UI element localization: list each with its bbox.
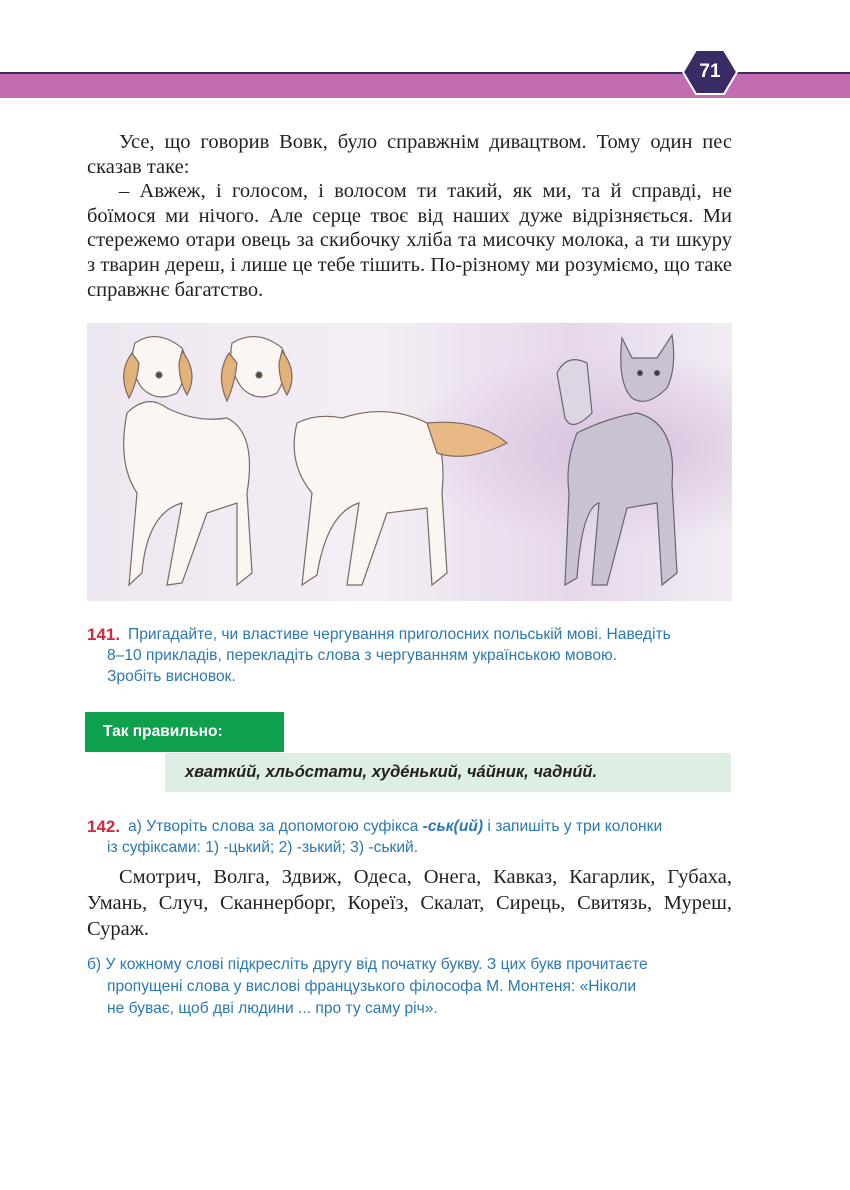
task-142-b-line-2: пропущені слова у вислові французького філософа М. Монтеня: «Ніколи (107, 978, 637, 995)
suffix-3: -ський (368, 839, 414, 856)
town-list (87, 864, 732, 942)
suffix-main: -ськ(ий) (422, 818, 484, 835)
rule-tag: Так правильно: (85, 712, 284, 752)
story-text (87, 130, 732, 302)
suffix-2: -зький (296, 839, 342, 856)
task-142-text-end: і запишіть у три колонки (483, 818, 663, 835)
sep-2: ; 3) (341, 839, 369, 856)
suffix-1: -цький (223, 839, 270, 856)
task-142-line-1 (87, 816, 732, 837)
task-141-line-2: 8–10 прикладів, перекладіть слова з чергуванням українською мовою. (107, 647, 618, 664)
task-number-142: 142. (87, 817, 121, 836)
task-number-141: 141. (87, 625, 121, 644)
rule-examples: хваткúй, хльóстати, худéнький, чáйник, чаднúй. (165, 753, 731, 792)
task-142-b (87, 954, 732, 1020)
sep-1: ; 2) (269, 839, 297, 856)
task-141 (87, 624, 732, 687)
task-142-b-line-3: не буває, щоб дві людини ... про ту саму річ». (107, 1000, 438, 1017)
task-142-text: а) Утворіть слова за допомогою суфікса (128, 818, 423, 835)
task-142-line-2 (87, 837, 732, 858)
dogs-and-wolf-illustration (87, 323, 732, 601)
task-141-line-3: Зробіть висновок. (107, 668, 236, 685)
end-dot: . (413, 839, 419, 856)
task-142-line-2-text: із суфіксами: 1) (107, 839, 224, 856)
story-paragraph-1: Усе, що говорив Вовк, було справжнім дивацтвом. Тому один пес сказав таке: (87, 131, 732, 178)
story-paragraph-2: – Авжеж, і голосом, і волосом ти такий, як ми, та й справді, не боїмося ми нічого. Але серце твоє від наших дуже відрізняється. Ми стережемо отари овець за скибочку хліба та мисочку молока, а ти шкуру з тварин дереш, і лише це тебе тішить. По-різному ми розуміємо, що таке справжнє багатство. (87, 180, 732, 301)
page-number: 71 (699, 61, 721, 82)
town-list-text: Смотрич, Волга, Здвиж, Одеса, Онега, Кавказ, Кагарлик, Губаха, Умань, Случ, Сканнерборг, Кореїз, Скалат, Сирець, Свитязь, Муреш, Сураж. (87, 866, 732, 940)
task-142-b-line-1: б) У кожному слові підкресліть другу від початку букву. З цих букв прочитаєте (87, 956, 648, 973)
task-141-line-1: Пригадайте, чи властиве чергування приголосних польській мові. Наведіть (128, 626, 671, 643)
task-142 (87, 816, 732, 858)
